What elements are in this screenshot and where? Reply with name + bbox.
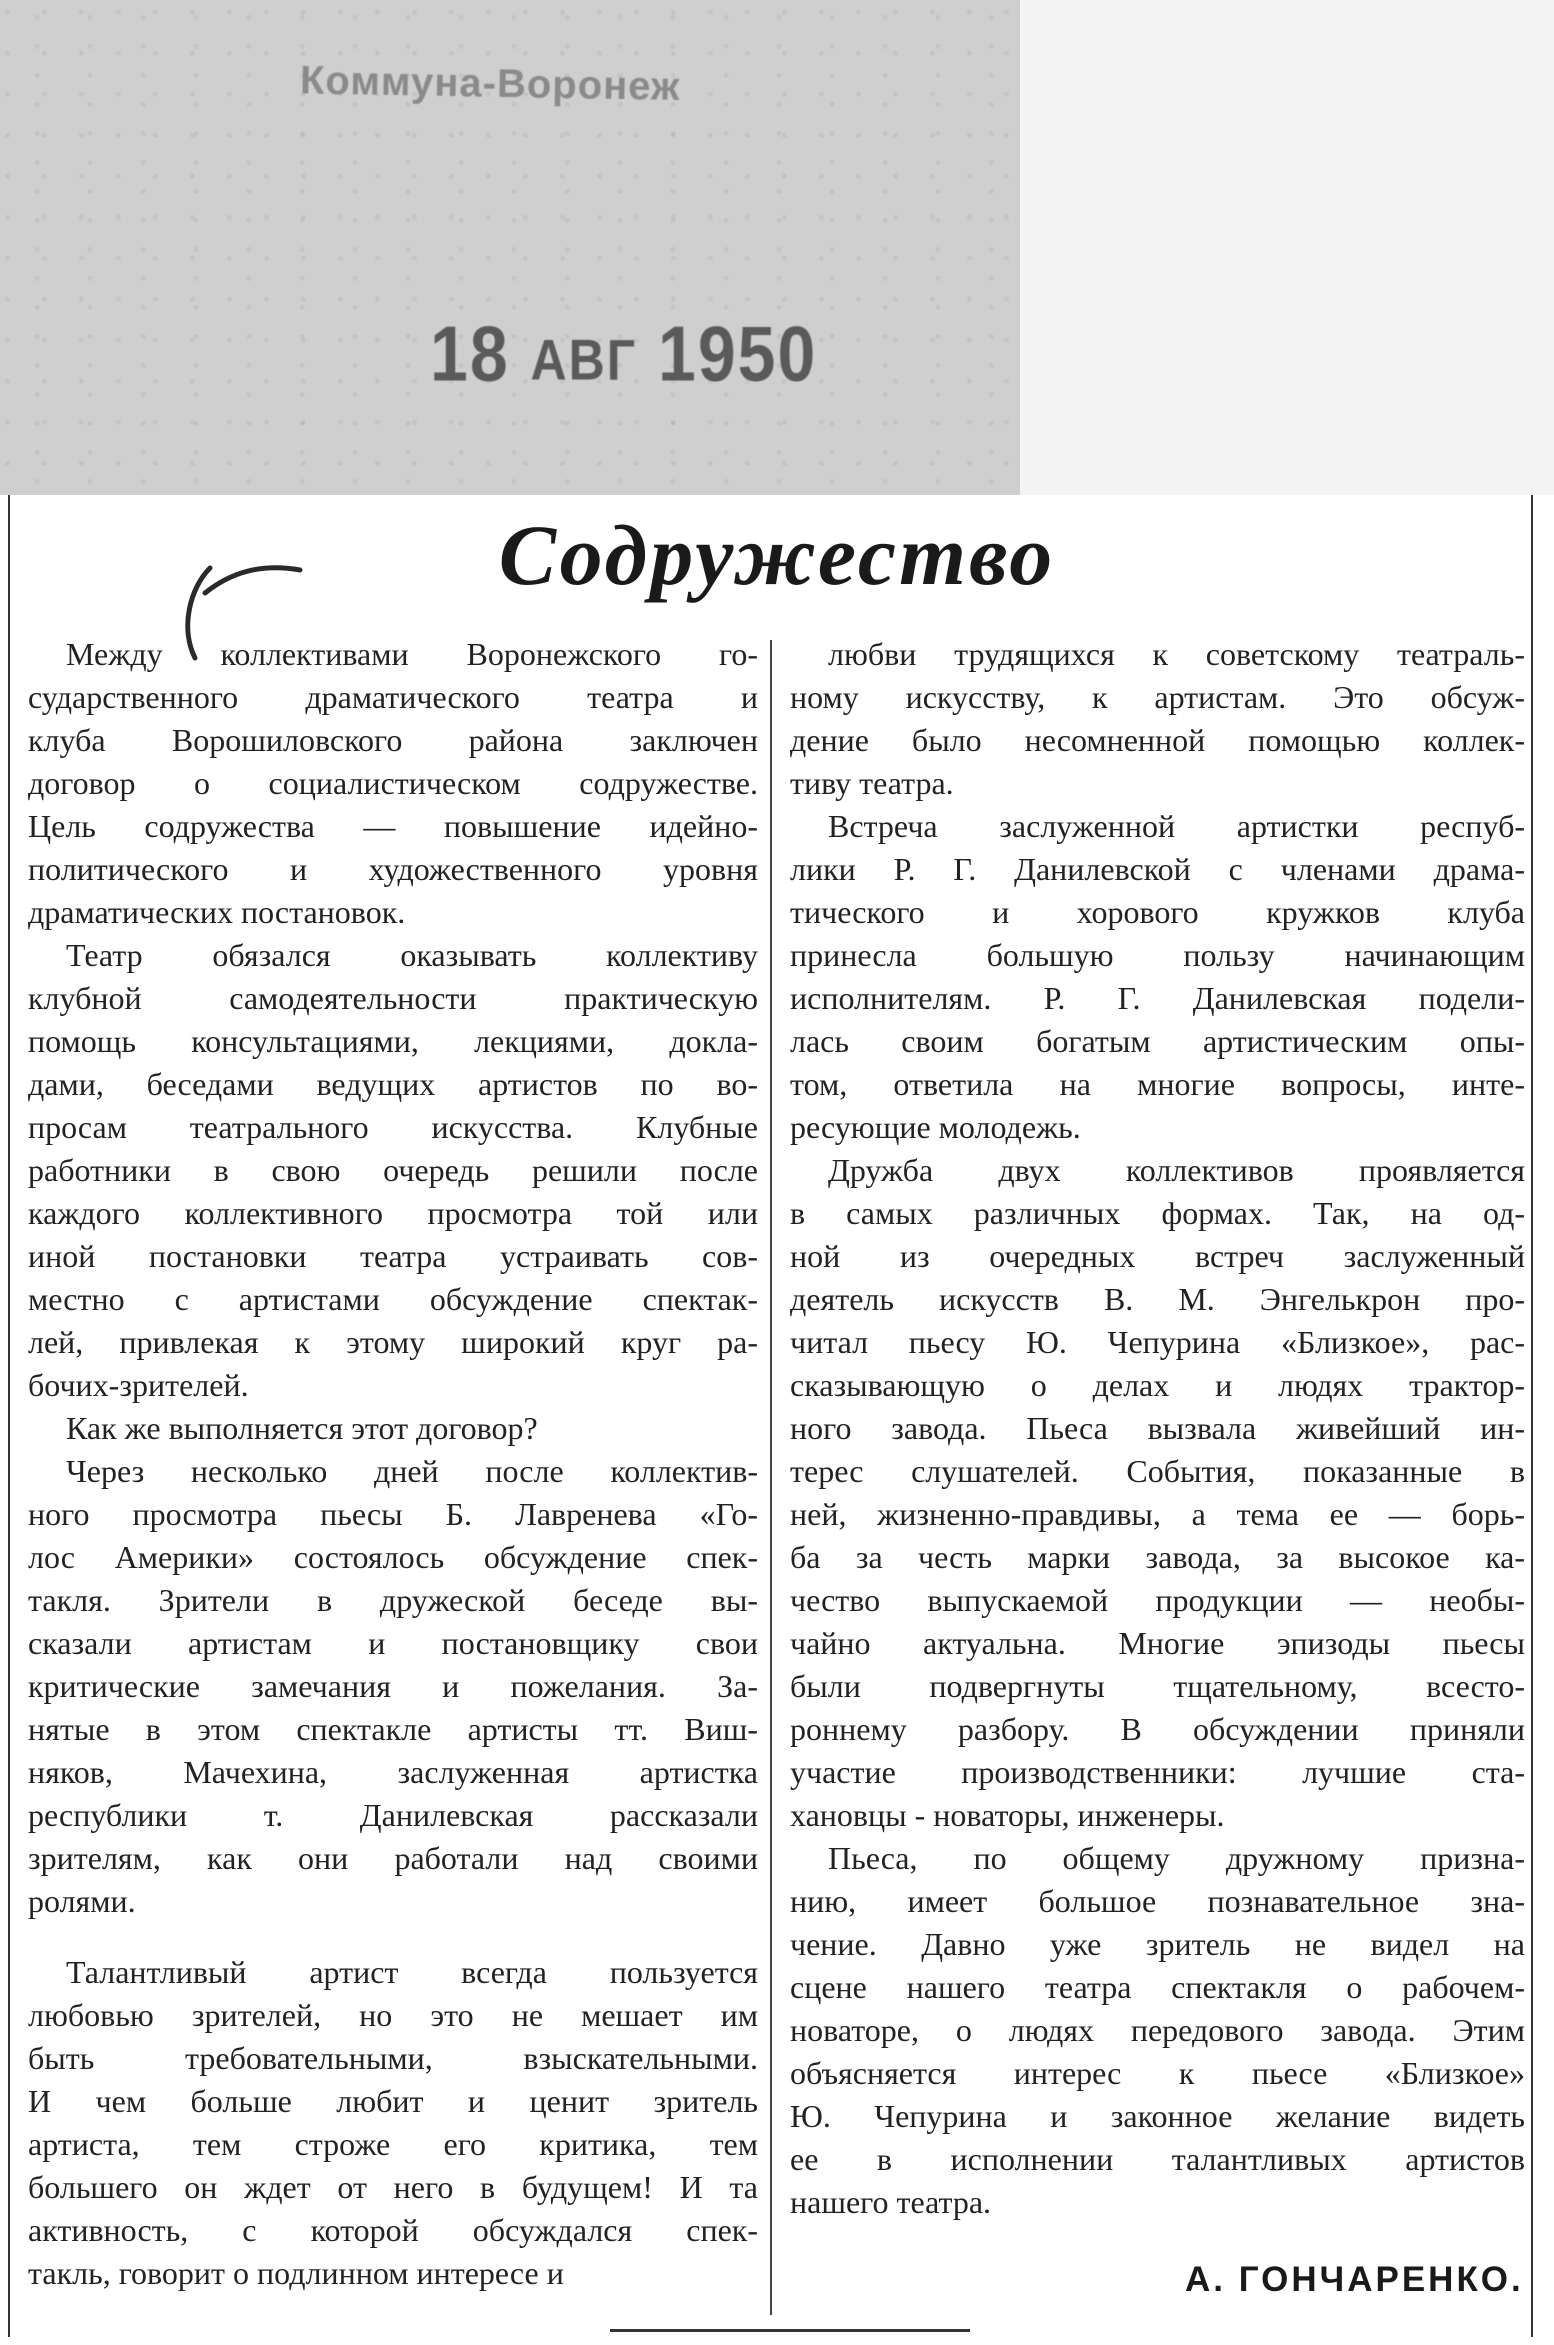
text-line: политического и художественного уровня [28, 851, 758, 887]
text-line: любви трудящихся к советскому театраль- [828, 636, 1525, 672]
text-line: были подвергнуты тщательному, всесто- [790, 1668, 1525, 1704]
text-line: Ю. Чепурина и законное желание видеть [790, 2098, 1525, 2134]
text-line: чайно актуальна. Многие эпизоды пьесы [790, 1625, 1525, 1661]
text-line: лики Р. Г. Данилевской с членами драма- [790, 851, 1525, 887]
text-line: лась своим богатым артистическим опы- [790, 1023, 1525, 1059]
text-line: артиста, тем строже его критика, тем [28, 2126, 758, 2162]
text-line: новаторе, о людях передового завода. Этим [790, 2012, 1525, 2048]
text-line: Между коллективами Воронежского го- [66, 636, 758, 672]
text-line: в самых различных формах. Так, на од- [790, 1195, 1525, 1231]
text-line: зрителям, как они работали над своими [28, 1840, 758, 1876]
bottom-rule [610, 2329, 970, 2332]
text-line: работники в свою очередь решили после [28, 1152, 758, 1188]
text-line: драматических постановок. [28, 894, 406, 930]
date-stamp [430, 309, 817, 399]
text-line: Пьеса, по общему дружному призна- [828, 1840, 1525, 1876]
text-line: дение было несомненной помощью коллек- [790, 722, 1525, 758]
text-line: читал пьесу Ю. Чепурина «Близкое», рас- [790, 1324, 1525, 1360]
text-line: деятель искусств В. М. Энгелькрон про- [790, 1281, 1525, 1317]
paragraph [790, 1837, 1525, 2224]
text-line: Как же выполняется этот договор? [66, 1410, 538, 1446]
text-line: активность, с которой обсуждался спек- [28, 2212, 758, 2248]
text-line: Через несколько дней после коллектив- [66, 1453, 758, 1489]
text-line: ролями. [28, 1883, 136, 1919]
text-line: сцене нашего театра спектакля о рабочем- [790, 1969, 1525, 2005]
text-line: ресующие молодежь. [790, 1109, 1081, 1145]
text-line: такля. Зрители в дружеской беседе вы- [28, 1582, 758, 1618]
article-title: Содружество [498, 507, 1056, 603]
text-line: тиву театра. [790, 765, 954, 801]
paragraph [28, 633, 758, 934]
text-line: ней, жизненно-правдивы, а тема ее — борь- [790, 1496, 1525, 1532]
text-line: иной постановки театра устраивать сов- [28, 1238, 758, 1274]
paragraph [28, 1951, 758, 2295]
text-line: просам театрального искусства. Клубные [28, 1109, 758, 1145]
text-line: объясняется интерес к пьесе «Близкое» [790, 2055, 1525, 2091]
text-line: И чем больше любит и ценит зритель [28, 2083, 758, 2119]
text-line: Встреча заслуженной артистки респуб- [828, 808, 1525, 844]
text-line: сударственного драматического театра и [28, 679, 758, 715]
text-line: нятые в этом спектакле артисты тт. Виш- [28, 1711, 758, 1747]
text-line: Цель содружества — повышение идейно- [28, 808, 758, 844]
text-line: Театр обязался оказывать коллективу [66, 937, 758, 973]
paragraph [790, 805, 1525, 1149]
text-line: хановцы - новаторы, инженеры. [790, 1797, 1225, 1833]
text-line: критические замечания и пожелания. За- [28, 1668, 758, 1704]
text-line: помощь консультациями, лекциями, докла- [28, 1023, 758, 1059]
text-line: чение. Давно уже зритель не видел на [790, 1926, 1525, 1962]
left-column [28, 633, 758, 2295]
mount-margin [1020, 0, 1554, 495]
text-line: нашего театра. [790, 2184, 992, 2220]
text-line: сказывающую о делах и людях трактор- [790, 1367, 1525, 1403]
text-line: ной из очередных встреч заслуженный [790, 1238, 1525, 1274]
text-line: большего он ждет от него в будущем! И та [28, 2169, 758, 2205]
text-line: каждого коллективного просмотра той или [28, 1195, 758, 1231]
text-line: любовью зрителей, но это не мешает им [28, 1997, 758, 2033]
text-line: лей, привлекая к этому широкий круг ра- [28, 1324, 758, 1360]
text-line: том, ответила на многие вопросы, инте- [790, 1066, 1525, 1102]
text-line: чество выпускаемой продукции — необы- [790, 1582, 1525, 1618]
text-line: няков, Мачехина, заслуженная артистка [28, 1754, 758, 1790]
paragraph [790, 633, 1525, 805]
text-line: местно с артистами обсуждение спектак- [28, 1281, 758, 1317]
author-signature: А. ГОНЧАРЕНКО. [1185, 2260, 1524, 2299]
column-divider [770, 640, 772, 2315]
right-column [790, 633, 1525, 2224]
paragraph [790, 1149, 1525, 1837]
text-line: Дружба двух коллективов проявляется [828, 1152, 1525, 1188]
date-year: 1950 [658, 310, 818, 398]
date-month: АВГ [530, 327, 638, 392]
paragraph [28, 1450, 758, 1923]
text-line: тического и хорового кружков клуба [790, 894, 1525, 930]
text-line: принесла большую пользу начинающим [790, 937, 1525, 973]
text-line: дами, беседами ведущих артистов по во- [28, 1066, 758, 1102]
text-line: Талантливый артист всегда пользуется [66, 1954, 758, 1990]
paragraph [28, 1407, 758, 1450]
text-line: роннему разбору. В обсуждении приняли [790, 1711, 1525, 1747]
date-day: 18 [430, 310, 510, 398]
text-line: участие производственники: лучшие ста- [790, 1754, 1525, 1790]
text-line: ного просмотра пьесы Б. Лавренева «Го- [28, 1496, 758, 1532]
text-line: ее в исполнении талантливых артистов [790, 2141, 1525, 2177]
text-line: быть требовательными, взыскательными. [28, 2040, 758, 2076]
text-line: клуба Ворошиловского района заключен [28, 722, 758, 758]
text-line: такль, говорит о подлинном интересе и [28, 2255, 564, 2291]
text-line: бочих-зрителей. [28, 1367, 249, 1403]
paragraph-gap [28, 1923, 758, 1951]
paragraph [28, 934, 758, 1407]
text-line: лос Америки» состоялось обсуждение спек- [28, 1539, 758, 1575]
text-line: сказали артистам и постановщику свои [28, 1625, 758, 1661]
text-line: нию, имеет большое познавательное зна- [790, 1883, 1525, 1919]
text-line: ного завода. Пьеса вызвала живейший ин- [790, 1410, 1525, 1446]
text-line: ному искусству, к артистам. Это обсуж- [790, 679, 1525, 715]
text-line: исполнителям. Р. Г. Данилевская подели- [790, 980, 1525, 1016]
text-line: республики т. Данилевская рассказали [28, 1797, 758, 1833]
text-line: клубной самодеятельности практическую [28, 980, 758, 1016]
text-line: терес слушателей. События, показанные в [790, 1453, 1525, 1489]
newspaper-stamp: Коммуна-Воронеж [299, 58, 681, 109]
text-line: договор о социалистическом содружестве. [28, 765, 758, 801]
text-line: ба за честь марки завода, за высокое ка- [790, 1539, 1525, 1575]
